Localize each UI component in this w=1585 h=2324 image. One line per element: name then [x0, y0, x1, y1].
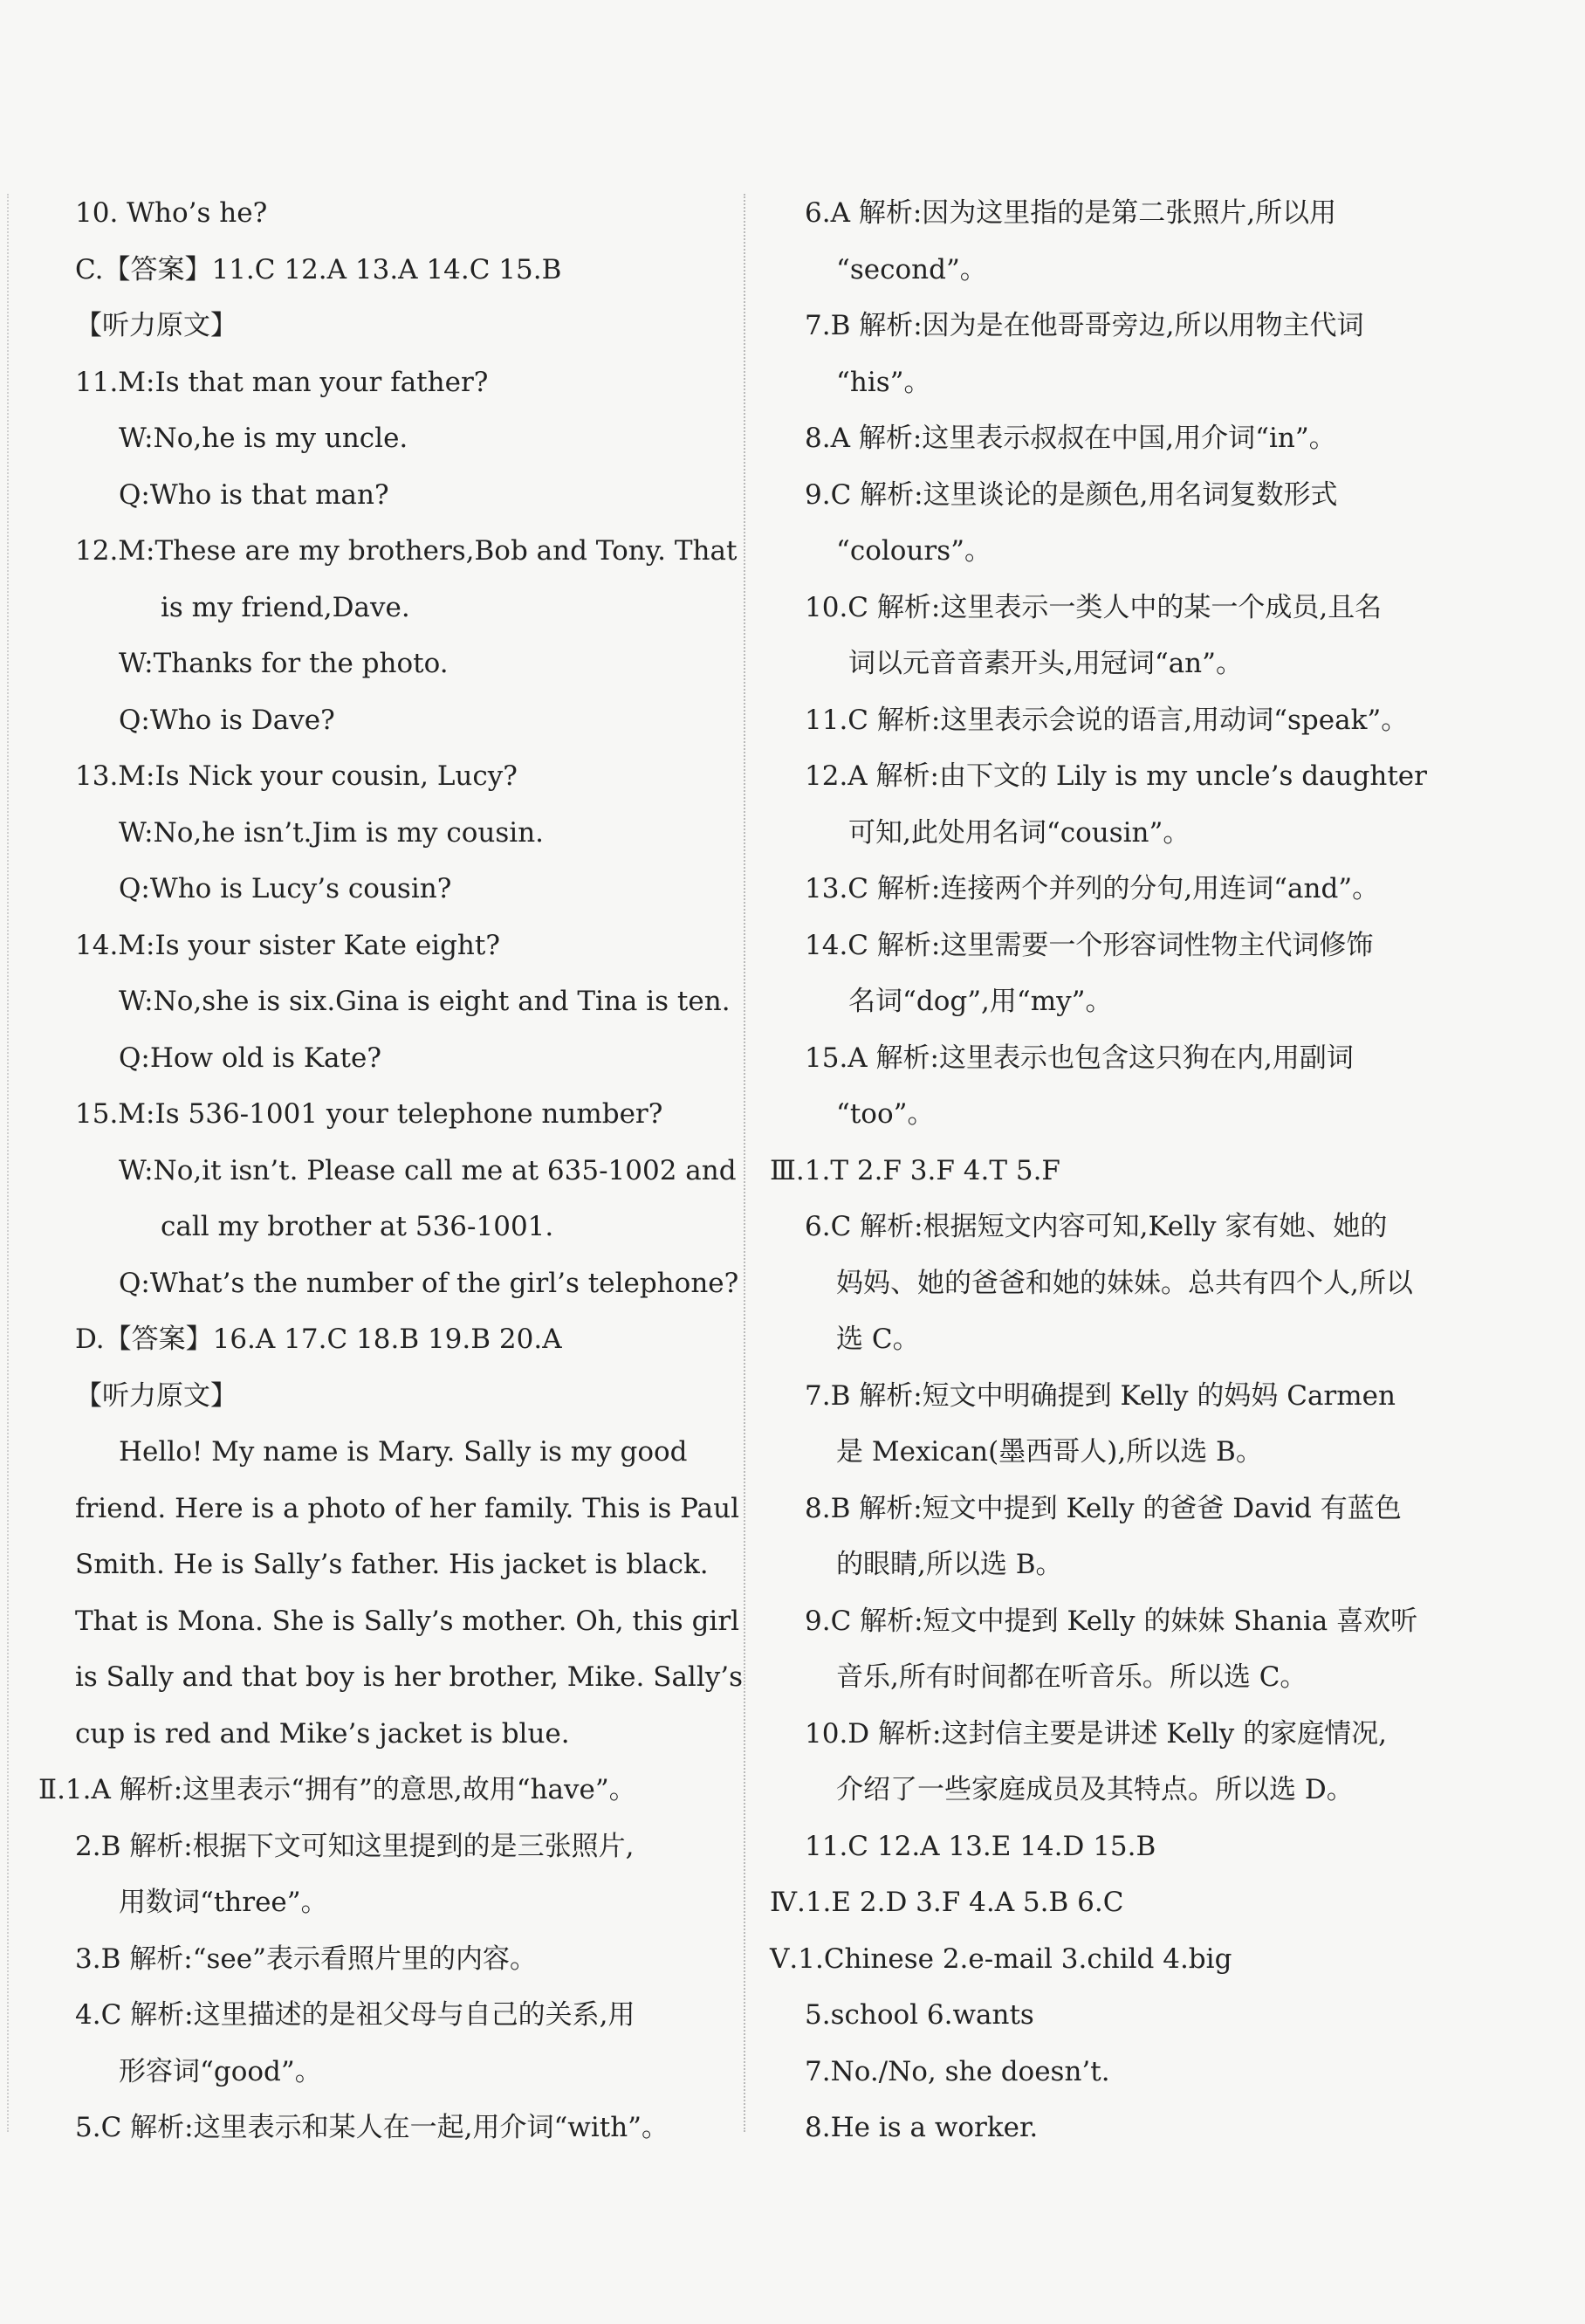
answer-line: is Sally and that boy is her brother, Mike. Sally’s [75, 1661, 744, 1693]
answer-line: 10.D 解析:这封信主要是讲述 Kelly 的家庭情况, [805, 1717, 1388, 1750]
right-column [770, 185, 1468, 2156]
answer-line: 2.B 解析:根据下文可知这里提到的是三张照片, [75, 1830, 635, 1862]
answer-line: Q:Who is Dave? [119, 704, 335, 736]
answer-line: 选 C。 [836, 1324, 920, 1355]
answer-line: Ⅱ.1.A 解析:这里表示“拥有”的意思,故用“have”。 [38, 1774, 636, 1805]
answer-line: 12.A 解析:由下文的 Lily is my uncle’s daughter [805, 760, 1427, 792]
answer-line: W:Thanks for the photo. [119, 648, 449, 679]
answer-line: 9.C 解析:这里谈论的是颜色,用名词复数形式 [805, 478, 1338, 511]
answer-line: 7.No./No, she doesn’t. [805, 2055, 1110, 2087]
answer-line: 用数词“three”。 [119, 1887, 328, 1918]
answer-line: 8.He is a worker. [805, 2112, 1039, 2143]
answer-line: “his”。 [836, 366, 931, 398]
answer-line: 介绍了一些家庭成员及其特点。所以选 D。 [836, 1774, 1354, 1805]
answer-line: Q:Who is that man? [119, 478, 389, 511]
answer-line: 6.C 解析:根据短文内容可知,Kelly 家有她、她的 [805, 1211, 1388, 1242]
answer-line: 7.B 解析:短文中明确提到 Kelly 的妈妈 Carmen [805, 1379, 1396, 1412]
answer-line: 7.B 解析:因为是在他哥哥旁边,所以用物主代词 [805, 310, 1364, 341]
answer-line: 形容词“good”。 [119, 2055, 322, 2087]
answer-line: W:No,he isn’t.Jim is my cousin. [119, 816, 545, 849]
answer-line: That is Mona. She is Sally’s mother. Oh, this girl [75, 1605, 740, 1637]
answer-line: is my friend,Dave. [161, 591, 410, 623]
answer-line: 11.C 解析:这里表示会说的语言,用动词“speak”。 [805, 704, 1409, 736]
answer-line: 名词“dog”,用“my”。 [848, 986, 1113, 1017]
answer-line: 13.C 解析:连接两个并列的分句,用连词“and”。 [805, 873, 1380, 904]
answer-line: “second”。 [836, 253, 987, 285]
answer-line: 词以元音音素开头,用冠词“an”。 [848, 648, 1243, 679]
answer-line: call my brother at 536-1001. [161, 1211, 554, 1242]
answer-line: 8.A 解析:这里表示叔叔在中国,用介词“in”。 [805, 423, 1336, 454]
answer-line: 4.C 解析:这里描述的是祖父母与自己的关系,用 [75, 1999, 635, 2031]
answer-line: Q:What’s the number of the girl’s telephone? [119, 1267, 739, 1299]
answer-line: 【听力原文】 [75, 310, 237, 341]
answer-line: 11.C 12.A 13.E 14.D 15.B [805, 1830, 1156, 1862]
answer-line: 3.B 解析:“see”表示看照片里的内容。 [75, 1942, 537, 1975]
answer-line: Smith. He is Sally’s father. His jacket is black. [75, 1549, 709, 1580]
answer-line: 音乐,所有时间都在听音乐。所以选 C。 [836, 1661, 1307, 1693]
answer-line: 14.M:Is your sister Kate eight? [75, 929, 500, 961]
answer-line: cup is red and Mike’s jacket is blue. [75, 1717, 570, 1750]
answer-line: friend. Here is a photo of her family. This is Paul [75, 1492, 740, 1524]
answer-line: W:No,she is six.Gina is eight and Tina is ten. [119, 986, 731, 1017]
answer-line: Ⅲ.1.T 2.F 3.F 4.T 5.F [770, 1154, 1060, 1186]
answer-line: 妈妈、她的爸爸和她的妹妹。总共有四个人,所以 [836, 1267, 1413, 1299]
answer-line: 6.A 解析:因为这里指的是第二张照片,所以用 [805, 197, 1337, 229]
answer-line: 14.C 解析:这里需要一个形容词性物主代词修饰 [805, 929, 1374, 961]
answer-line: 5.school 6.wants [805, 1999, 1034, 2031]
answer-line: 【听力原文】 [75, 1379, 237, 1412]
answer-line: 15.M:Is 536-1001 your telephone number? [75, 1098, 663, 1130]
answer-line: W:No,he is my uncle. [119, 423, 408, 454]
answer-line: 15.A 解析:这里表示也包含这只狗在内,用副词 [805, 1042, 1354, 1074]
left-column [38, 185, 744, 2156]
answer-line: Q:How old is Kate? [119, 1042, 381, 1074]
answer-line: “too”。 [836, 1098, 935, 1130]
answer-line: 9.C 解析:短文中提到 Kelly 的妹妹 Shania 喜欢听 [805, 1605, 1418, 1637]
answer-line: “colours”。 [836, 535, 991, 567]
answer-line: 11.M:Is that man your father? [75, 366, 489, 398]
answer-line: 13.M:Is Nick your cousin, Lucy? [75, 760, 518, 792]
answer-line: C.【答案】11.C 12.A 13.A 14.C 15.B [75, 253, 562, 285]
answer-line: Ⅳ.1.E 2.D 3.F 4.A 5.B 6.C [770, 1887, 1124, 1918]
page-edge-line [7, 194, 9, 2132]
answer-line: D.【答案】16.A 17.C 18.B 19.B 20.A [75, 1324, 562, 1355]
answer-line: Q:Who is Lucy’s cousin? [119, 873, 452, 904]
answer-line: W:No,it isn’t. Please call me at 635-1002 and [119, 1154, 737, 1186]
answer-line: 可知,此处用名词“cousin”。 [848, 816, 1190, 849]
answer-line: 10. Who’s he? [75, 197, 268, 229]
answer-line: 8.B 解析:短文中提到 Kelly 的爸爸 David 有蓝色 [805, 1492, 1402, 1524]
answer-line: Ⅴ.1.Chinese 2.e-mail 3.child 4.big [770, 1942, 1232, 1975]
answer-line: 10.C 解析:这里表示一类人中的某一个成员,且名 [805, 591, 1383, 623]
answer-line: 12.M:These are my brothers,Bob and Tony. That [75, 535, 738, 567]
answer-line: 5.C 解析:这里表示和某人在一起,用介词“with”。 [75, 2112, 669, 2143]
answer-line: 是 Mexican(墨西哥人),所以选 B。 [836, 1436, 1263, 1468]
column-divider [744, 194, 745, 2132]
answer-line: Hello! My name is Mary. Sally is my good [119, 1436, 688, 1468]
answer-line: 的眼睛,所以选 B。 [836, 1549, 1063, 1580]
